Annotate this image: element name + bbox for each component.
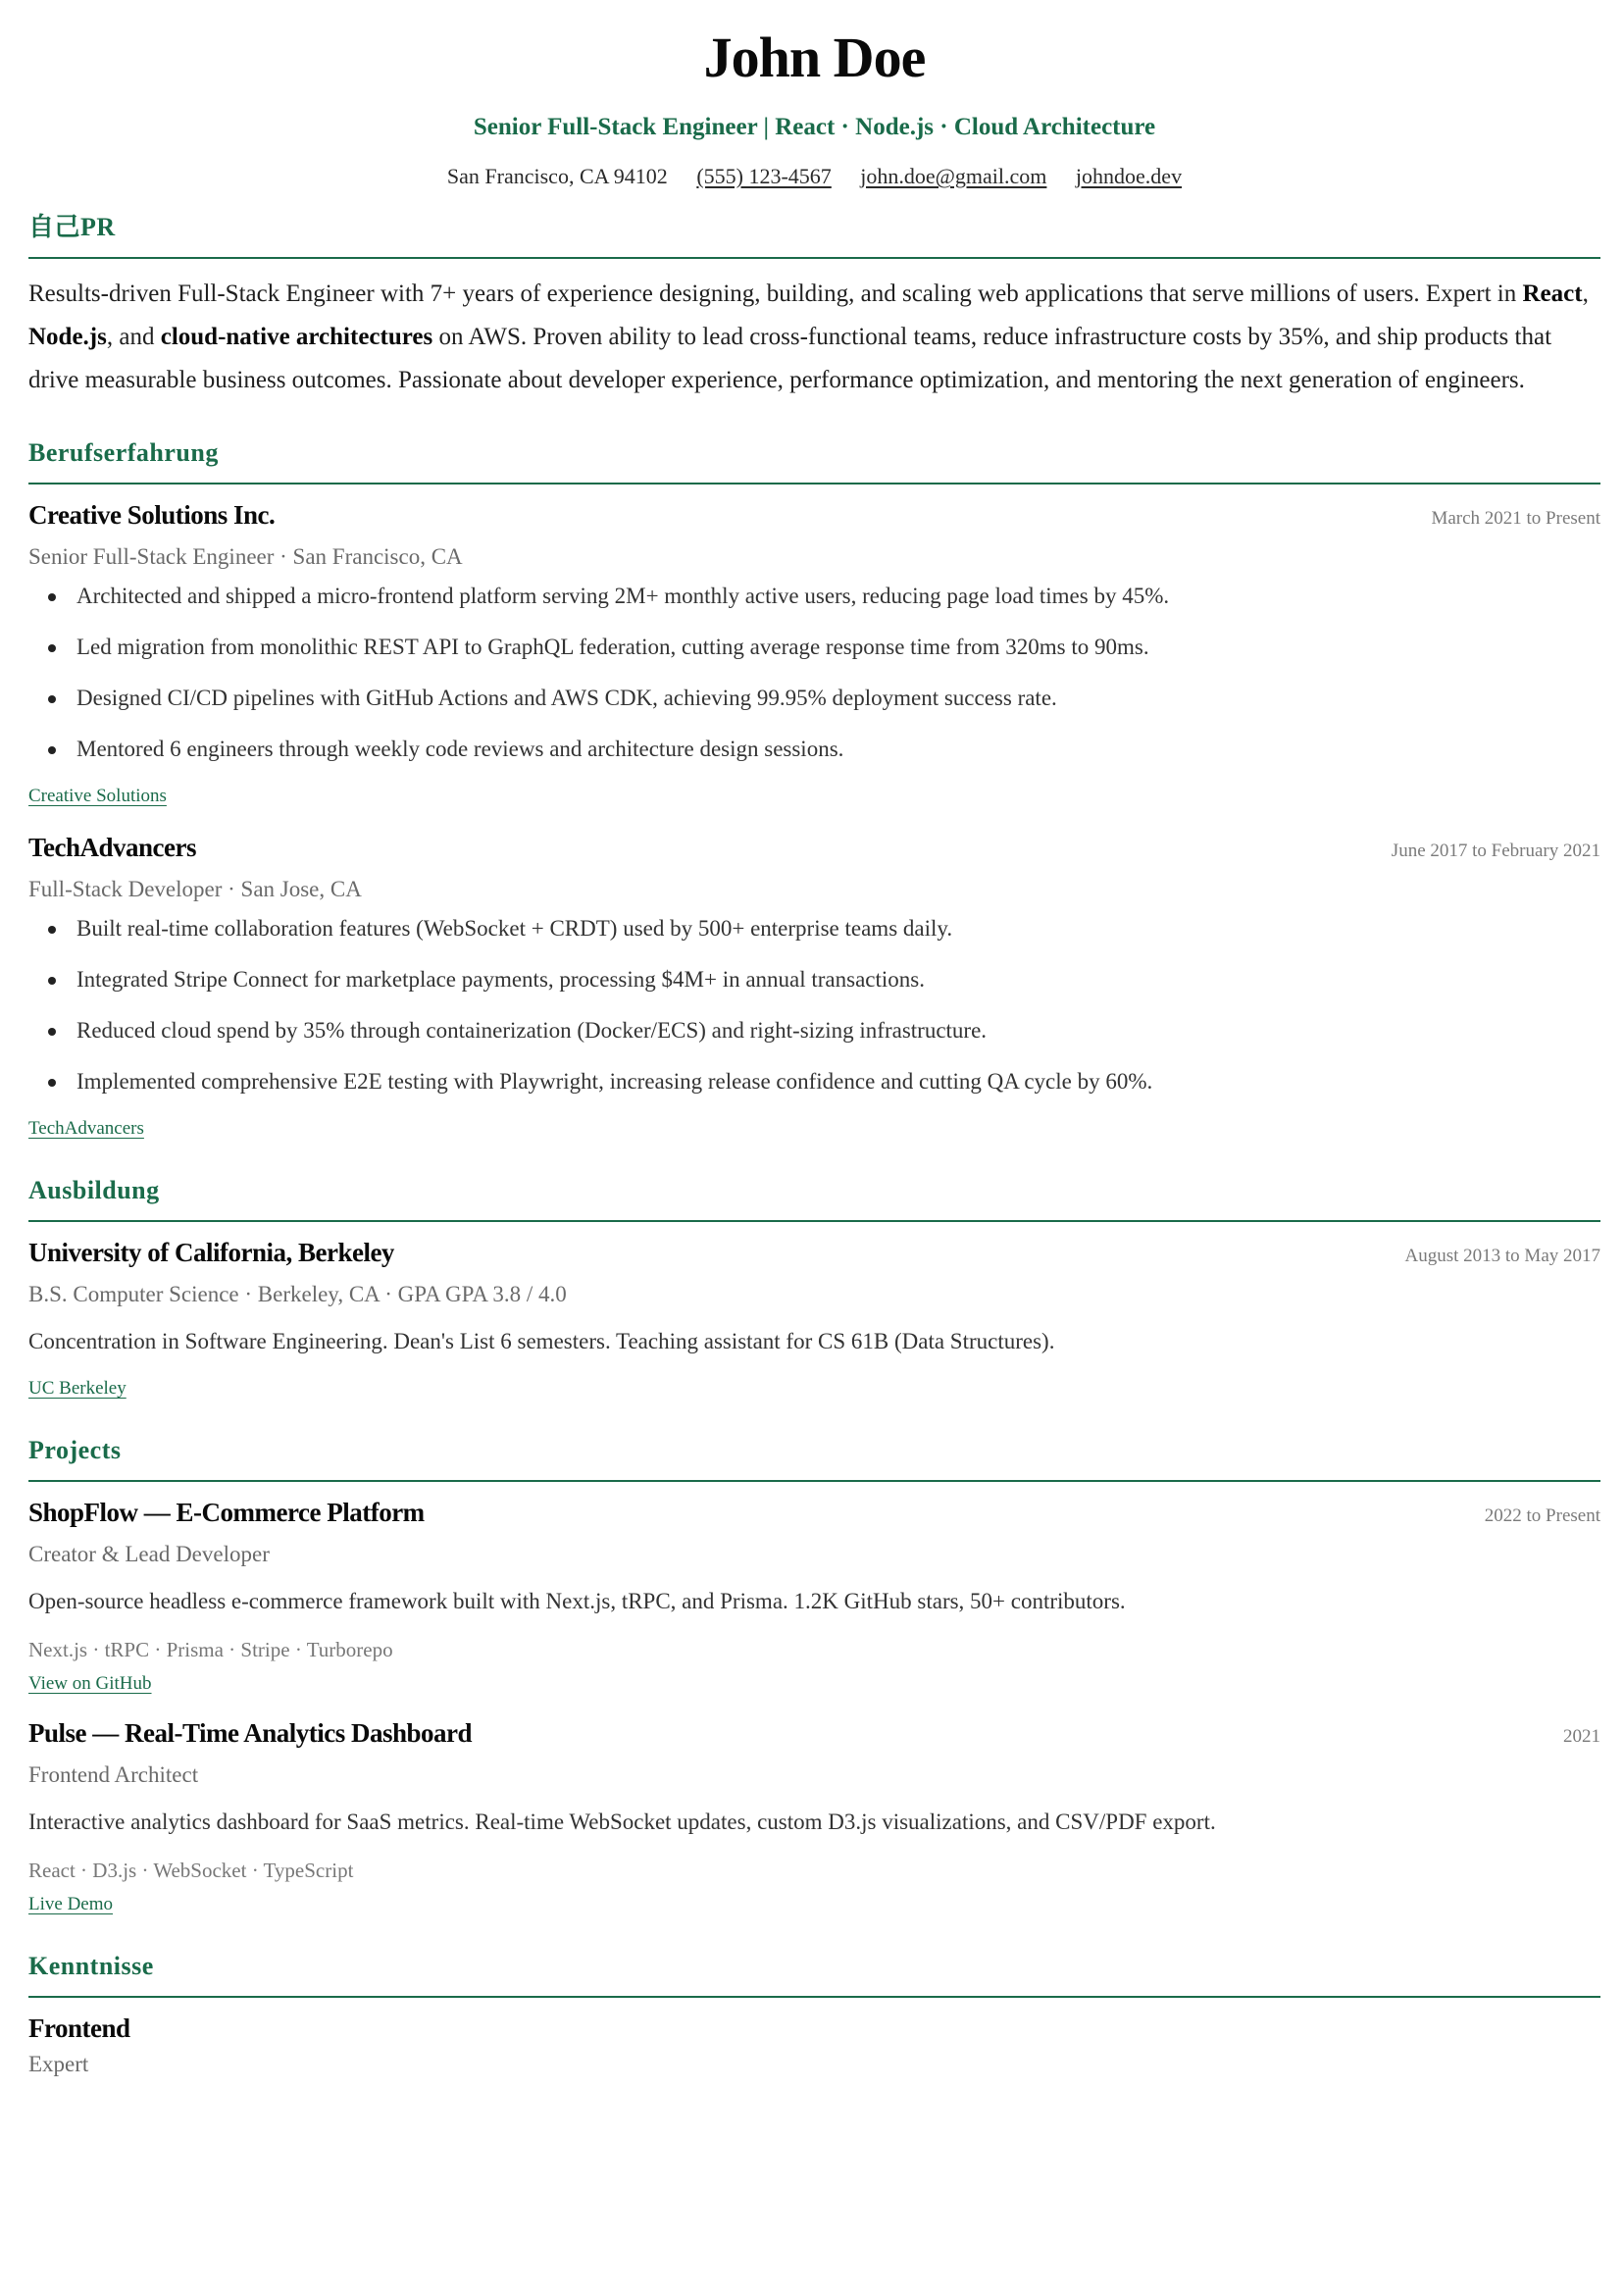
projects-section-title: Projects <box>28 1436 122 1464</box>
section-divider <box>28 1220 1600 1222</box>
contact-website-link[interactable]: johndoe.dev <box>1075 164 1183 188</box>
achievement-item: Implemented comprehensive E2E testing with Playwright, increasing release confidence and cutting QA cycle by 60%. <box>48 1067 1600 1096</box>
contact-line <box>28 163 1600 190</box>
summary-highlight: Node.js <box>28 324 107 350</box>
resume-header <box>28 0 1600 190</box>
experience-entry <box>28 833 1600 1140</box>
summary-text-part: on AWS. Proven ability to lead cross-functional teams, reduce infrastructure costs by 35%, and ship products that drive measurable business outcomes. Passionate about developer experience, performance optimization, and mentoring the next generation of engineers. <box>28 324 1552 393</box>
summary-highlight: cloud-native architectures <box>160 324 433 350</box>
summary-text-part: , <box>1582 280 1589 307</box>
project-role: Frontend Architect <box>28 1762 199 1787</box>
summary-text-part: Results-driven Full-Stack Engineer with 7+ years of experience designing, building, and scaling web applications that serve millions of users. Expert in <box>28 280 1523 307</box>
achievement-list <box>28 582 1600 764</box>
candidate-name: John Doe <box>703 25 926 89</box>
skills-section <box>28 1949 1600 2077</box>
section-divider <box>28 257 1600 259</box>
summary-highlight: React <box>1522 280 1583 307</box>
section-divider <box>28 483 1600 484</box>
school-link[interactable]: UC Berkeley <box>28 1378 127 1399</box>
education-entry <box>28 1238 1600 1400</box>
entry-header <box>28 1718 1600 1749</box>
candidate-headline: Senior Full-Stack Engineer | React · Node.js · Cloud Architecture <box>473 114 1156 140</box>
project-link[interactable]: Live Demo <box>28 1894 114 1914</box>
achievement-item: Integrated Stripe Connect for marketplace payments, processing $4M+ in annual transactions. <box>48 965 1600 994</box>
school-name: University of California, Berkeley <box>28 1238 394 1267</box>
project-name: ShopFlow — E-Commerce Platform <box>28 1498 425 1527</box>
project-description: Open-source headless e-commerce framework built with Next.js, tRPC, and Prisma. 1.2K GitHub stars, 50+ contributors. <box>28 1589 1126 1613</box>
experience-entry <box>28 500 1600 807</box>
company-name: TechAdvancers <box>28 833 197 862</box>
summary-section-title: 自己PR <box>28 213 116 241</box>
entry-date: August 2013 to May 2017 <box>1404 1246 1600 1266</box>
company-link[interactable]: Creative Solutions <box>28 786 167 806</box>
entry-date: March 2021 to Present <box>1431 508 1600 529</box>
contact-location: San Francisco, CA 94102 <box>446 164 668 188</box>
project-description: Interactive analytics dashboard for SaaS metrics. Real-time WebSocket updates, custom D3.js visualizations, and CSV/PDF export. <box>28 1810 1216 1834</box>
experience-section-title: Berufserfahrung <box>28 438 219 467</box>
project-role: Creator & Lead Developer <box>28 1542 270 1566</box>
skills-section-title: Kenntnisse <box>28 1952 154 1980</box>
entry-date: 2022 to Present <box>1484 1505 1600 1526</box>
entry-date: 2021 <box>1563 1726 1600 1747</box>
contact-phone-link[interactable]: (555) 123-4567 <box>696 164 832 188</box>
summary-section <box>28 210 1600 402</box>
achievement-item: Designed CI/CD pipelines with GitHub Actions and AWS CDK, achieving 99.95% deployment success rate. <box>48 684 1600 713</box>
skill-entry <box>28 2014 1600 2077</box>
section-divider <box>28 1480 1600 1482</box>
section-divider <box>28 1996 1600 1998</box>
company-link[interactable]: TechAdvancers <box>28 1118 144 1139</box>
role-location: Senior Full-Stack Engineer · San Francisco, CA <box>28 544 463 569</box>
skill-name: Frontend <box>28 2014 130 2043</box>
entry-header <box>28 1498 1600 1528</box>
project-tech-stack: Next.js · tRPC · Prisma · Stripe · Turborepo <box>28 1638 393 1661</box>
summary-text-part: , and <box>106 324 161 350</box>
education-note: Concentration in Software Engineering. Dean's List 6 semesters. Teaching assistant for CS 61B (Data Structures). <box>28 1329 1055 1353</box>
experience-section <box>28 435 1600 1140</box>
entry-header <box>28 833 1600 863</box>
summary-text <box>28 273 1600 402</box>
education-section-title: Ausbildung <box>28 1176 160 1204</box>
project-name: Pulse — Real-Time Analytics Dashboard <box>28 1718 473 1748</box>
project-entry <box>28 1718 1600 1915</box>
achievement-list <box>28 914 1600 1096</box>
education-section <box>28 1173 1600 1400</box>
achievement-item: Built real-time collaboration features (WebSocket + CRDT) used by 500+ enterprise teams daily. <box>48 914 1600 943</box>
project-entry <box>28 1498 1600 1695</box>
project-link[interactable]: View on GitHub <box>28 1673 152 1694</box>
skill-level: Expert <box>28 2052 89 2076</box>
achievement-item: Mentored 6 engineers through weekly code reviews and architecture design sessions. <box>48 735 1600 764</box>
project-tech-stack: React · D3.js · WebSocket · TypeScript <box>28 1859 354 1882</box>
contact-email-link[interactable]: john.doe@gmail.com <box>860 164 1047 188</box>
projects-section <box>28 1433 1600 1915</box>
achievement-item: Reduced cloud spend by 35% through containerization (Docker/ECS) and right-sizing infrastructure. <box>48 1016 1600 1045</box>
achievement-item: Architected and shipped a micro-frontend platform serving 2M+ monthly active users, reducing page load times by 45%. <box>48 582 1600 611</box>
entry-header <box>28 1238 1600 1268</box>
entry-header <box>28 500 1600 531</box>
role-location: Full-Stack Developer · San Jose, CA <box>28 877 362 901</box>
achievement-item: Led migration from monolithic REST API to GraphQL federation, cutting average response time from 320ms to 90ms. <box>48 633 1600 662</box>
company-name: Creative Solutions Inc. <box>28 500 276 530</box>
entry-date: June 2017 to February 2021 <box>1391 841 1600 861</box>
degree-line: B.S. Computer Science · Berkeley, CA · GPA GPA 3.8 / 4.0 <box>28 1282 567 1306</box>
